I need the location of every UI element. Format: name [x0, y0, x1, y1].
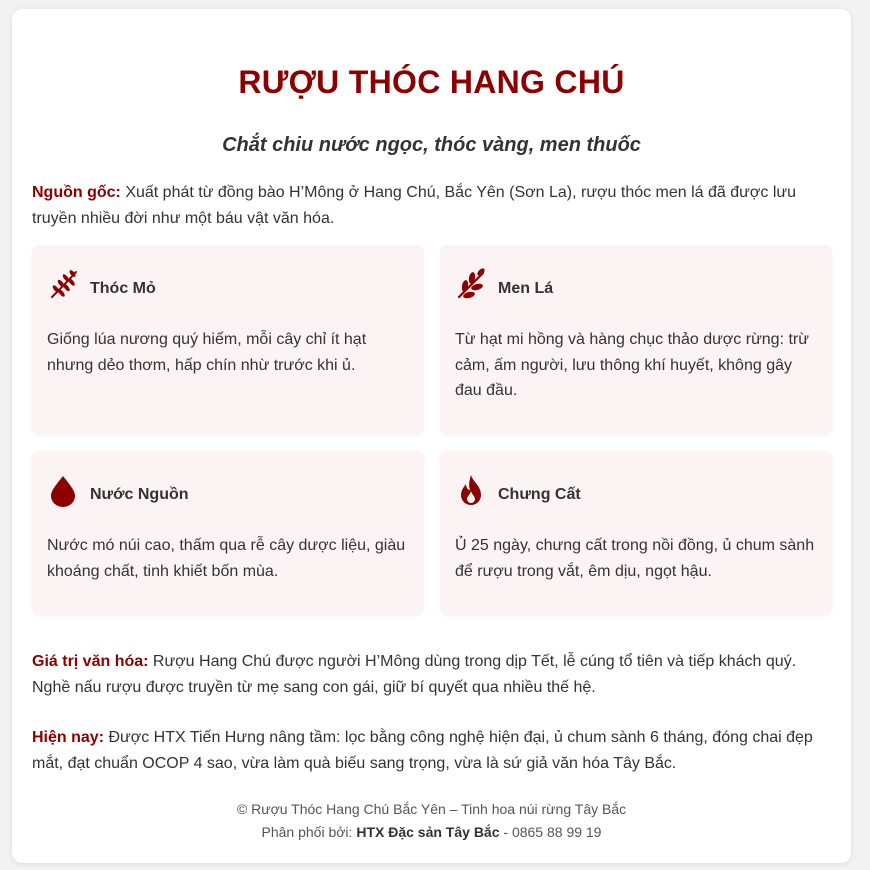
feature-title: Nước Nguồn [90, 486, 189, 503]
feature-card-chung-cat [440, 451, 832, 615]
feature-title: Thóc Mỏ [90, 280, 156, 297]
origin-paragraph [32, 180, 822, 231]
origin-text: Xuất phát từ đồng bào H’Mông ở Hang Chú, Bắc Yên (Sơn La), rượu thóc men lá đã được lưu truyền nhiều đời như một báu vật văn hóa. [32, 184, 796, 227]
fire-icon [454, 473, 488, 507]
feature-card-men-la [440, 245, 832, 435]
page-title: RƯỢU THÓC HANG CHÚ [238, 64, 625, 100]
culture-text: Rượu Hang Chú được người H’Mông dùng trong dịp Tết, lễ cúng tổ tiên và tiếp khách quý. Nghề nấu rượu được truyền từ mẹ sang con gái, giữ bí quyết qua nhiều thế hệ. [32, 653, 797, 696]
feature-description: Giống lúa nương quý hiếm, mỗi cây chỉ ít hạt nhưng dẻo thơm, hấp chín nhừ trước khi ủ. [47, 331, 367, 374]
leaf-branch-icon [454, 267, 488, 301]
water-drop-icon [46, 473, 80, 507]
content-card [12, 9, 851, 863]
distributor-prefix: Phân phối bởi: [261, 824, 357, 840]
footer-distributor [12, 821, 851, 844]
present-text: Được HTX Tiến Hưng nâng tầm: lọc bằng công nghệ hiện đại, ủ chum sành 6 tháng, đóng chai đẹp mắt, đạt chuẩn OCOP 4 sao, vừa làm quà biếu sang trọng, vừa là sứ giả văn hóa Tây Bắc. [32, 729, 813, 772]
feature-description: Ủ 25 ngày, chưng cất trong nồi đồng, ủ chum sành để rượu trong vắt, êm dịu, ngọt hậu. [455, 537, 815, 580]
feature-description: Từ hạt mi hồng và hàng chục thảo dược rừng: trừ cảm, ấm người, lưu thông khí huyết, không gây đau đầu. [455, 331, 809, 399]
culture-label: Giá trị văn hóa: [32, 653, 149, 670]
distributor-name: HTX Đặc sản Tây Bắc [356, 824, 500, 840]
feature-card-nuoc-nguon [32, 451, 424, 615]
page-subtitle: Chắt chiu nước ngọc, thóc vàng, men thuốc [222, 134, 641, 156]
distributor-phone: - 0865 88 99 19 [499, 824, 602, 840]
present-paragraph [32, 725, 822, 776]
feature-description: Nước mó núi cao, thấm qua rễ cây dược liệu, giàu khoáng chất, tinh khiết bốn mùa. [47, 537, 406, 580]
wheat-icon [46, 267, 80, 301]
culture-paragraph [32, 649, 822, 700]
feature-title: Chưng Cất [498, 486, 581, 503]
origin-label: Nguồn gốc: [32, 184, 121, 201]
footer [12, 798, 851, 844]
feature-card-thoc-mo [32, 245, 424, 435]
feature-title: Men Lá [498, 280, 554, 297]
present-label: Hiện nay: [32, 729, 105, 746]
footer-copyright: © Rượu Thóc Hang Chú Bắc Yên – Tinh hoa núi rừng Tây Bắc [236, 801, 627, 817]
